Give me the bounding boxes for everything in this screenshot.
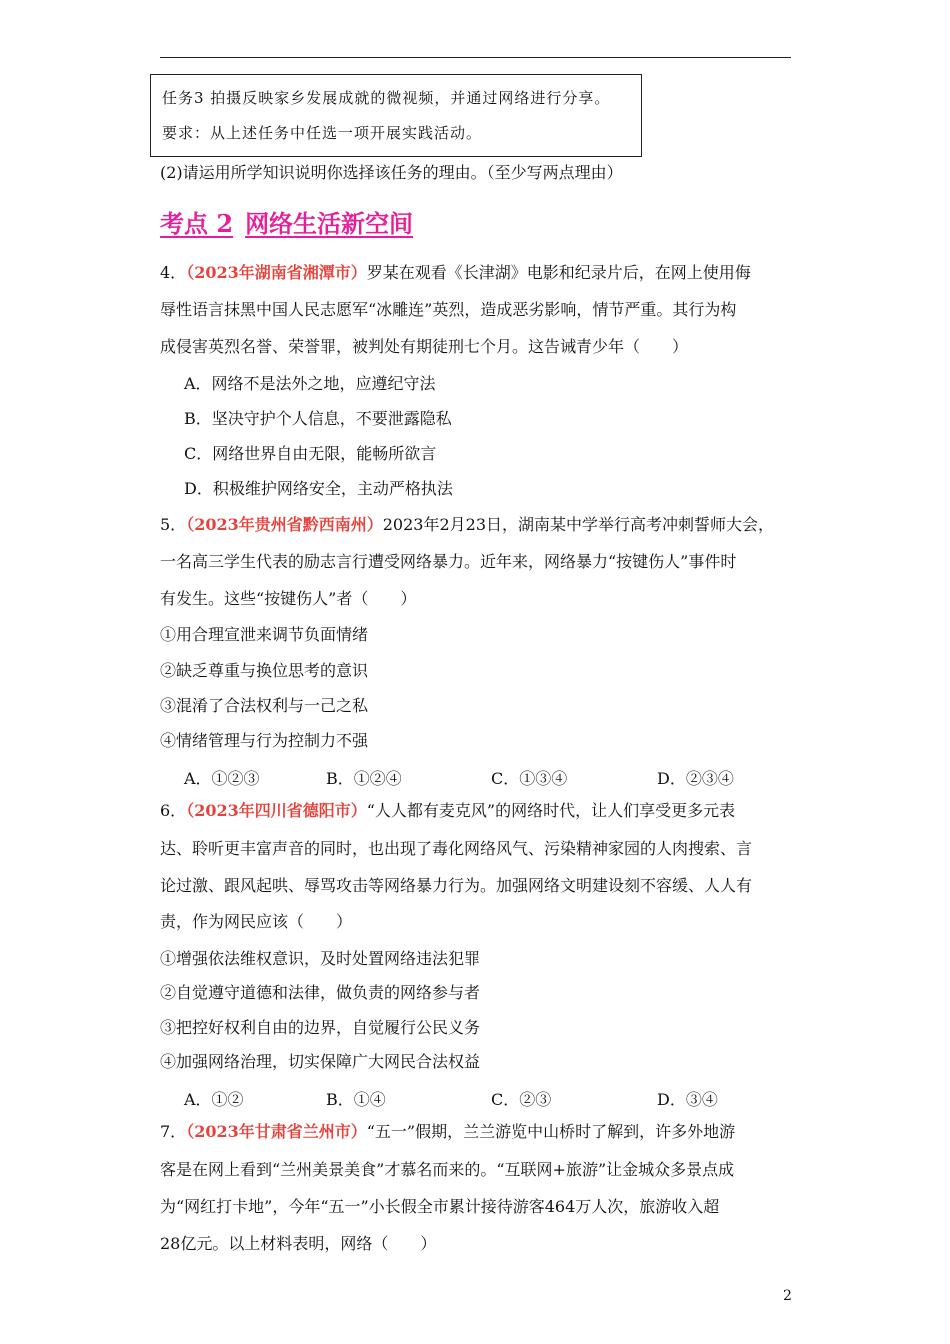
q5-choice-a: A．①②③ [184,769,260,788]
q5-line1 [160,515,774,535]
section-label: 考点 2 [160,209,234,238]
section-heading [160,204,413,239]
q5-item-2: ②缺乏尊重与换位思考的意识 [160,661,369,680]
q5-choice-b: B．①②④ [326,769,402,788]
q4-option-a: A．网络不是法外之地，应遵纪守法 [184,374,436,393]
q6-item-3: ③把控好权利自由的边界，自觉履行公民义务 [160,1018,481,1037]
q6-item-1: ①增强依法维权意识，及时处置网络违法犯罪 [160,949,481,968]
q6-line4: 责，作为网民应该（ ） [160,912,353,931]
q5-text1: 2023年2月23日，湖南某中学举行高考冲刺誓师大会， [382,515,774,534]
q5-line2: 一名高三学生代表的励志言行遭受网络暴力。近年来，网络暴力“按键伤人”事件时 [160,552,737,571]
header-rule [160,57,791,58]
q6-line1 [160,801,735,821]
q6-source: （2023年四川省德阳市） [186,801,367,820]
q6-choice-c: C．②③ [491,1090,552,1109]
page-number: 2 [783,1288,792,1304]
q4-option-d: D．积极维护网络安全，主动严格执法 [184,479,453,498]
q7-line1 [160,1122,735,1142]
section-title: 网络生活新空间 [245,209,414,238]
q5-source: （2023年贵州省黔西南州） [186,515,383,534]
q5-choice-c: C．①③④ [491,769,568,788]
q4-line2: 辱性语言抹黑中国人民志愿军“冰雕连”英烈，造成恶劣影响，情节严重。其行为构 [160,300,737,319]
q7-line3: 为“网红打卡地”，今年“五一”小长假全市累计接待游客464万人次，旅游收入超 [160,1197,720,1216]
q6-item-2: ②自觉遵守道德和法律，做负责的网络参与者 [160,983,481,1002]
q6-text1: “人人都有麦克风”的网络时代，让人们享受更多元表 [366,801,736,820]
q4-option-b: B．坚决守护个人信息，不要泄露隐私 [184,409,452,428]
q-prev-sub2: (2)请运用所学知识说明你选择该任务的理由。（至少写两点理由） [160,163,623,182]
q6-choice-b: B．①④ [326,1090,386,1109]
task3-text: 任务3 拍摄反映家乡发展成就的微视频，并通过网络进行分享。 [162,89,611,107]
q4-text1: 罗某在观看《长津湖》电影和纪录片后，在网上使用侮 [366,263,751,282]
q5-item-1: ①用合理宣泄来调节负面情绪 [160,625,369,644]
task-box [150,74,642,157]
q5-item-4: ④情绪管理与行为控制力不强 [160,731,369,750]
q7-line2: 客是在网上看到“兰州美景美食”才慕名而来的。“互联网+旅游”让金城众多景点成 [160,1160,735,1179]
q6-choice-d: D．③④ [657,1090,718,1109]
q4-source: （2023年湖南省湘潭市） [186,263,367,282]
q6-item-4: ④加强网络治理，切实保障广大网民合法权益 [160,1052,481,1071]
q6-line3: 论过激、跟风起哄、辱骂攻击等网络暴力行为。加强网络文明建设刻不容缓、人人有 [160,876,753,895]
q4-option-c: C．网络世界自由无限，能畅所欲言 [184,444,437,463]
q6-line2: 达、聆听更丰富声音的同时，也出现了毒化网络风气、污染精神家园的人肉搜索、言 [160,839,753,858]
q5-number: 5． [160,515,187,534]
q7-line4: 28亿元。以上材料表明，网络（ ） [160,1234,437,1253]
q5-choice-d: D．②③④ [657,769,734,788]
q4-line3: 成侵害英烈名誉、荣誉罪，被判处有期徒刑七个月。这告诫青少年（ ） [160,337,689,356]
q5-line3: 有发生。这些“按键伤人”者（ ） [160,589,417,608]
q7-source: （2023年甘肃省兰州市） [186,1122,367,1141]
q4-line1 [160,263,751,283]
q6-choice-a: A．①② [184,1090,244,1109]
q4-number: 4． [160,263,187,282]
requirement-text: 要求：从上述任务中任选一项开展实践活动。 [162,124,483,142]
q6-number: 6． [160,801,187,820]
q7-number: 7． [160,1122,187,1141]
q5-item-3: ③混淆了合法权利与一己之私 [160,696,369,715]
q7-text1: “五一”假期，兰兰游览中山桥时了解到，许多外地游 [366,1122,736,1141]
